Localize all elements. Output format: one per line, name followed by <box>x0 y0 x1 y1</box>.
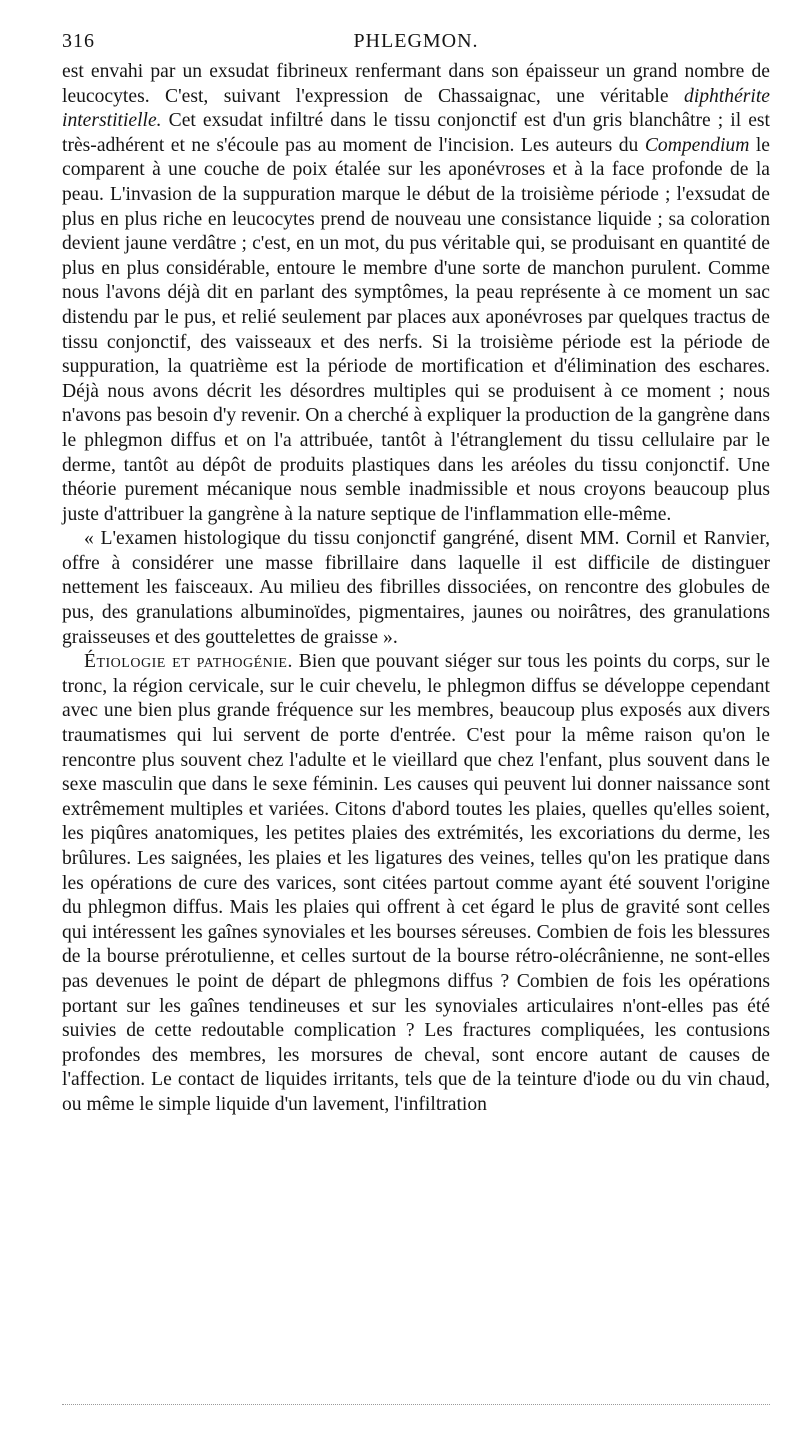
paragraph-phlegmon-periods <box>62 60 770 527</box>
running-title: PHLEGMON. <box>353 30 479 52</box>
paragraph-text: Cet exsudat infiltré dans le tissu conjonctif est d'un gris blanchâtre ; il est très-adhérent et ne s'écoule pas au moment de l'incision. Les auteurs du <box>62 110 770 156</box>
italic-term-compendium: Compendium <box>644 134 750 156</box>
paragraph-etiology <box>62 650 770 1117</box>
paragraph-text: le comparent à une couche de poix étalée sur les aponévroses et à la face profonde de la peau. L'invasion de la suppuration marque le début de la troisième période ; l'exsudat de plus en plus riche en leucocytes prend de nouveau une consistance liquide ; sa coloration devient jaune verdâtre ; c'est, en un mot, du pus véritable qui, se produisant en quantité de plus en plus considérable, entoure le membre d'une sorte de manchon purulent. Comme nous l'avons déjà dit en parlant des symptômes, la peau représente à ce moment un sac distendu par le pus, et relié seulement par places aux aponévroses par quelques tractus de tissu conjonctif, des vaisseaux et des nerfs. Si la troisième période est la période de suppuration, la quatrième est la période de mortification et d'élimination des eschares. Déjà nous avons décrit les désordres multiples qui se produisent à ce moment ; nous n'avons pas besoin d'y revenir. On a cherché à expliquer la production de la gangrène dans le phlegmon diffus et on l'a attribuée, tantôt à l'étranglement du tissu cellulaire par le derme, tantôt au dépôt de produits plastiques dans les aréoles du tissu conjonctif. Une théorie purement mécanique nous semble inadmissible et nous croyons beaucoup plus juste d'attribuer la gangrène à la nature septique de l'inflammation elle-même. <box>62 134 770 525</box>
section-heading-etiologie: Étiologie et pathogénie. <box>84 651 293 673</box>
page-number: 316 <box>62 30 95 52</box>
page-header <box>62 30 770 60</box>
italic-term-diphtherite: diphthérite interstitielle. <box>62 85 770 132</box>
paragraph-text: est envahi par un exsudat fibrineux renfermant dans son épaisseur un grand nombre de leucocytes. C'est, suivant l'expression de Chassaignac, une véritable <box>62 61 770 107</box>
paragraph-text: Bien que pouvant siéger sur tous les points du corps, sur le tronc, la région cervicale, sur le cuir chevelu, le phlegmon diffus se développe cependant avec une bien plus grande fréquence sur les membres, beaucoup plus exposés aux divers traumatismes qui lui servent de porte d'entrée. C'est pour la même raison qu'on le rencontre plus souvent chez l'adulte et le vieillard que chez l'enfant, plus souvent dans le sexe masculin que dans le sexe féminin. Les causes qui peuvent lui donner naissance sont extrêmement multiples et variées. Citons d'abord toutes les plaies, quelles qu'elles soient, les piqûres anatomiques, les petites plaies des extrémités, les excoriations du derme, les brûlures. Les saignées, les plaies et les ligatures des veines, telles qu'on les pratique dans les opérations de cure des varices, sont citées partout comme ayant été souvent l'origine du phlegmon diffus. Mais les plaies qui offrent à cet égard le plus de gravité sont celles qui intéressent les gaînes synoviales et les bourses séreuses. Combien de fois les blessures de la bourse prérotulienne, et celles surtout de la bourse rétro-olécrânienne, ne sont-elles pas devenues le point de départ de phlegmons diffus ? Combien de fois les opérations portant sur les gaînes tendineuses et sur les synoviales articulaires n'ont-elles pas été suivies de cette redoutable complication ? Les fractures compliquées, les contusions profondes des membres, les morsures de cheval, sont encore autant de causes de l'affection. Le contact de liquides irritants, tels que de la teinture d'iode ou du vin chaud, ou même le simple liquide d'un lavement, l'infiltration <box>62 651 770 1115</box>
page-bottom-dotted-line <box>62 1404 770 1405</box>
body-text <box>62 60 770 1118</box>
paragraph-histology-quote: « L'examen histologique du tissu conjonctif gangréné, disent MM. Cornil et Ranvier, offre à considérer une masse fibrillaire dans laquelle il est difficile de distinguer nettement les faisceaux. Au milieu des fibrilles dissociées, on rencontre des globules de pus, des granulations albuminoïdes, pigmentaires, jaunes ou noirâtres, des granulations graisseuses et des gouttelettes de graisse ». <box>62 528 770 648</box>
